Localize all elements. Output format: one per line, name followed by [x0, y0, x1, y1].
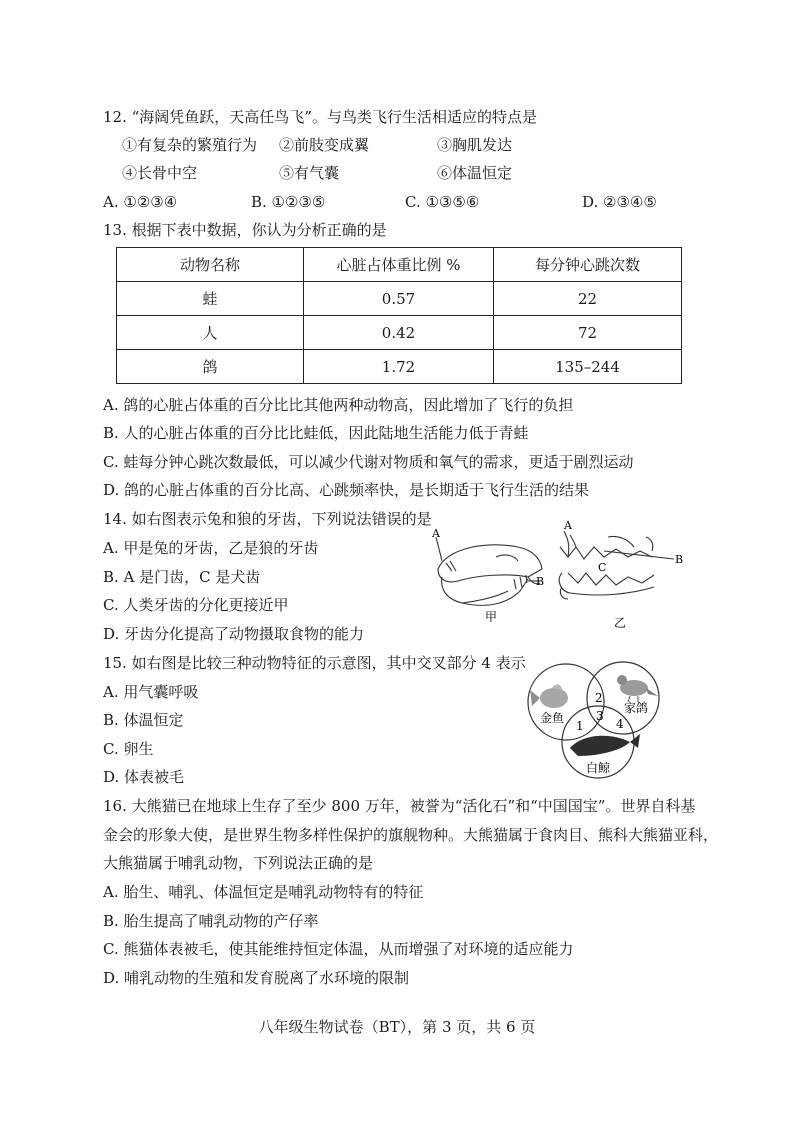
- venn-diagram: [518, 660, 678, 780]
- mark-a-jia: A: [432, 527, 440, 540]
- q14-choice-c: C. 人类牙齿的分化更接近甲: [103, 596, 289, 614]
- q12-item-4: ④长骨中空: [122, 164, 198, 182]
- q12-choice-d: D. ②③④⑤: [582, 193, 657, 211]
- q12-item-3: ③胸肌发达: [437, 136, 513, 154]
- q13-choice-c: C. 蛙每分钟心跳次数最低，可以减少代谢对物质和氧气的需求，更适于剧烈运动: [103, 453, 634, 471]
- q14-choice-b: B. A 是门齿，C 是犬齿: [103, 568, 261, 586]
- q13-stem: 13. 根据下表中数据，你认为分析正确的是: [103, 221, 387, 239]
- q12-choice-b: B. ①②③⑤: [251, 193, 326, 211]
- page-footer: 八年级生物试卷（BT），第 3 页，共 6 页: [258, 1018, 536, 1036]
- mark-a-yi: A: [564, 519, 572, 532]
- q12-choice-c: C. ①③⑤⑥: [405, 193, 480, 211]
- q13-choice-a: A. 鸽的心脏占体重的百分比比其他两种动物高，因此增加了飞行的负担: [103, 396, 574, 414]
- label-jia: 甲: [485, 610, 498, 624]
- mark-b-yi: B: [675, 553, 684, 566]
- region-1: 1: [576, 719, 584, 733]
- pigeon-icon: [617, 675, 658, 702]
- q15-choice-a: A. 用气囊呼吸: [103, 683, 199, 701]
- q12-item-1: ①有复杂的繁殖行为: [122, 136, 258, 154]
- q14-stem: 14. 如右图表示兔和狼的牙齿，下列说法错误的是: [103, 510, 432, 528]
- q16-choice-c: C. 熊猫体表被毛，使其能维持恒定体温，从而增强了对环境的适应能力: [103, 940, 574, 958]
- table-cell: 22: [494, 282, 682, 316]
- table-row: [117, 316, 682, 350]
- region-2: 2: [595, 691, 603, 705]
- q16-choice-a: A. 胎生、哺乳、体温恒定是哺乳动物特有的特征: [103, 883, 424, 901]
- wolf-teeth-drawing: [559, 531, 674, 599]
- label-whale: 白鲸: [586, 761, 611, 775]
- rabbit-skull-drawing: [436, 537, 545, 605]
- q16-stem-line-3: 大熊猫属于哺乳动物，下列说法正确的是: [103, 854, 374, 872]
- region-3: 3: [596, 709, 604, 723]
- mark-c-yi: C: [598, 561, 607, 574]
- table-row: [117, 350, 682, 384]
- q15-choice-b: B. 体温恒定: [103, 711, 184, 729]
- q16-choice-d: D. 哺乳动物的生殖和发育脱离了水环境的限制: [103, 969, 410, 987]
- q16-stem-line-1: 16. 大熊猫已在地球上生存了至少 800 万年，被誉为“活化石”和“中国国宝”。世界自科基: [103, 797, 696, 815]
- table-cell: 0.57: [304, 282, 494, 316]
- q12-item-6: ⑥体温恒定: [437, 164, 513, 182]
- table-cell: 鸽: [117, 350, 304, 384]
- q13-choice-d: D. 鸽的心脏占体重的百分比高、心跳频率快，是长期适于飞行生活的结果: [103, 481, 590, 499]
- label-pigeon: 家鸽: [624, 701, 649, 715]
- q12-choice-a: A. ①②③④: [103, 193, 178, 211]
- goldfish-icon: [530, 684, 568, 708]
- q12-item-2: ②前肢变成翼: [279, 136, 370, 154]
- table-cell: 人: [117, 316, 304, 350]
- q16-stem-line-2: 金会的形象大使，是世界生物多样性保护的旗舰物种。大熊猫属于食肉目、熊科大熊猫亚科，: [103, 826, 719, 844]
- q13-data-table: [116, 247, 682, 384]
- table-row: [117, 282, 682, 316]
- q16-choice-b: B. 胎生提高了哺乳动物的产仔率: [103, 912, 319, 930]
- region-4: 4: [616, 717, 624, 731]
- teeth-figure: [428, 517, 698, 657]
- table-header-cell: 动物名称: [117, 248, 304, 282]
- label-goldfish: 金鱼: [540, 711, 565, 725]
- table-cell: 0.42: [304, 316, 494, 350]
- q12-stem: 12. “海阔凭鱼跃，天高任鸟飞”。与鸟类飞行生活相适应的特点是: [103, 108, 537, 126]
- mark-b-jia: B: [536, 575, 545, 588]
- table-header-row: [117, 248, 682, 282]
- q15-choice-d: D. 体表被毛: [103, 768, 185, 786]
- table-header-cell: 每分钟心跳次数: [494, 248, 682, 282]
- table-cell: 72: [494, 316, 682, 350]
- table-cell: 蛙: [117, 282, 304, 316]
- q13-choice-b: B. 人的心脏占体重的百分比比蛙低，因此陆地生活能力低于青蛙: [103, 424, 529, 442]
- q15-stem: 15. 如右图是比较三种动物特征的示意图，其中交叉部分 4 表示: [103, 654, 526, 672]
- q12-item-5: ⑤有气囊: [279, 164, 340, 182]
- table-cell: 1.72: [304, 350, 494, 384]
- label-yi: 乙: [614, 616, 627, 630]
- table-header-cell: 心脏占体重比例 %: [304, 248, 494, 282]
- q15-choice-c: C. 卵生: [103, 740, 154, 758]
- q14-choice-a: A. 甲是兔的牙齿，乙是狼的牙齿: [103, 539, 319, 557]
- table-cell: 135–244: [494, 350, 682, 384]
- q14-choice-d: D. 牙齿分化提高了动物摄取食物的能力: [103, 625, 365, 643]
